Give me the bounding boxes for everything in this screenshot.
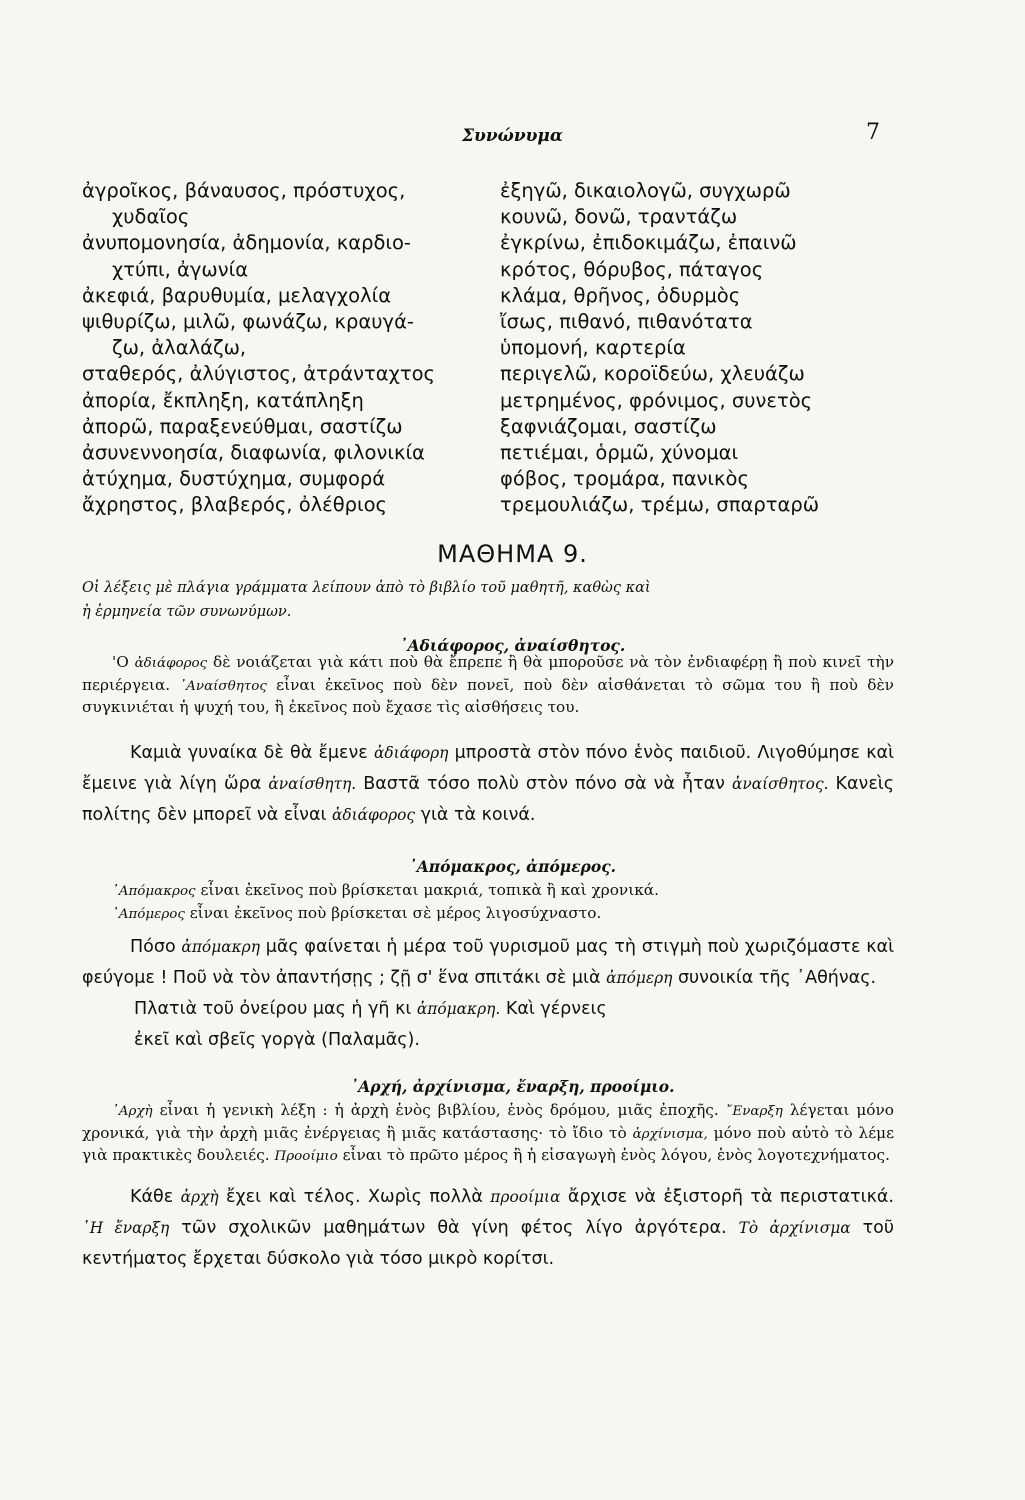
- notice-line-2: ἡ ἑρμηνεία τῶν συνωνύμων.: [82, 604, 292, 620]
- italic-term: ᾿Απόμακρος: [112, 884, 196, 899]
- italic-term: ᾿Αναίσθητος: [179, 678, 267, 694]
- synonym-line: ἀκεφιά, βαρυθυμία, μελαγχολία: [82, 283, 392, 307]
- synonym-line: περιγελῶ, κοροϊδεύω, χλευάζω: [500, 362, 805, 386]
- synonym-line: ὑπομονή, καρτερία: [500, 336, 686, 360]
- definition-paragraph: ᾿Απόμερος εἶναι ἐκεῖνος ποὺ βρίσκεται σὲ μέρος λιγοσύχναστο.: [112, 903, 602, 922]
- italic-term: Προοίμιο: [274, 1149, 338, 1164]
- synonym-line: κρότος, θόρυβος, πάταγος: [500, 257, 764, 281]
- section-examples-2: [82, 932, 894, 1056]
- italic-term: προοίμια: [490, 1188, 561, 1206]
- poem-line: Πλατιὰ τοῦ ὀνείρου μας ἡ γῆ κι ἀπόμακρη. Καὶ γέρνεις: [134, 999, 607, 1019]
- lesson-notice: [82, 576, 892, 624]
- synonym-line: ἀπορῶ, παραξενεύθμαι, σαστίζω: [82, 414, 403, 438]
- synonym-line: ἀνυπομονησία, ἀδημονία, καρδιο-: [82, 231, 411, 255]
- synonym-line: ἐξηγῶ, δικαιολογῶ, συγχωρῶ: [500, 179, 791, 202]
- synonym-line: κουνῶ, δονῶ, τραντάζω: [500, 205, 738, 229]
- synonym-line: μετρημένος, φρόνιμος, συνετὸς: [500, 388, 813, 412]
- italic-term: ῾Η ἔναρξη: [82, 1219, 170, 1237]
- synonym-line: χυδαῖος: [112, 205, 190, 229]
- definition-paragraph: ᾿Αρχὴ εἶναι ἡ γενικὴ λέξη : ἡ ἀρχὴ ἑνὸς βιβλίου, ἑνὸς δρόμου, μιᾶς ἐποχῆς. ῎Εναρξη λέγεται μόνο χρονικά, γιὰ τὴν ἀρχὴ μιᾶς ἐνέργειας ἢ μιᾶς κατάστασης· τὸ ἴδιο τὸ ἀρχίνισμα, μόνο ποὺ αὐτὸ τὸ λέμε γιὰ πρακτικὲς δουλειές. Προοίμιο εἶναι τὸ πρῶτο μέρος ἢ ἡ εἰσαγωγὴ ἑνὸς λόγου, ἑνὸς λογοτεχνήματος.: [82, 1101, 894, 1164]
- italic-term: Τὸ ἀρχίνισμα: [738, 1219, 851, 1237]
- definition-paragraph: 'Ο ἀδιάφορος δὲ νοιάζεται γιὰ κάτι ποὺ θὰ ἔπρεπε ἢ θὰ μποροῦσε νὰ τὸν ἐνδιαφέρῃ ἢ ποὺ κινεῖ τὴν περιέργεια. ᾿Αναίσθητος εἶναι ἐκεῖνος ποὺ δὲν πονεῖ, ποὺ δὲν αἰσθάνεται τὸ σῶμα του ἢ ποὺ δὲν συγκινιέται ἡ ψυχή του, ἢ ἐκεῖνος ποὺ ἔχασε τὶς αἰσθήσεις του.: [82, 653, 894, 716]
- section-definition-3: [82, 1100, 894, 1168]
- synonym-line: κλάμα, θρῆνος, ὀδυρμὸς: [500, 283, 741, 307]
- italic-term: ᾿Απόμερος: [112, 906, 185, 922]
- italic-term: ἀπόμακρη: [181, 938, 260, 956]
- example-paragraph: Κάθε ἀρχὴ ἔχει καὶ τέλος. Χωρὶς πολλὰ προοίμια ἄρχισε νὰ ἐξιστορῆ τὰ περιστατικά. ῾Η ἔναρξη τῶν σχολικῶν μαθημάτων θὰ γίνη φέτος λίγο ἀργότερα. Τὸ ἀρχίνισμα τοῦ κεντήματος ἔρχεται δύσκολο γιὰ τόσο μικρὸ κορίτσι.: [82, 1187, 895, 1269]
- italic-term: ῎Εναρξη: [725, 1104, 783, 1119]
- italic-term: ἀρχὴ: [180, 1188, 219, 1206]
- definition-paragraph: ᾿Απόμακρος εἶναι ἐκεῖνος ποὺ βρίσκεται μακριά, τοπικὰ ἢ καὶ χρονικά.: [112, 881, 659, 899]
- section-definition-2: [82, 880, 894, 925]
- poem-line: ἐκεῖ καὶ σβεῖς γοργὰ (Παλαμᾶς).: [134, 1030, 420, 1050]
- synonym-line: σταθερός, ἀλύγιστος, ἀτράνταχτος: [82, 362, 435, 386]
- page-number: 7: [866, 120, 880, 145]
- section-examples-3: [82, 1182, 894, 1275]
- synonym-line: τρεμουλιάζω, τρέμω, σπαρταρῶ: [500, 493, 820, 517]
- synonym-line: ἴσως, πιθανό, πιθανότατα: [500, 310, 753, 334]
- synonym-line: πετιέμαι, ὁρμῶ, χύνομαι: [500, 441, 739, 465]
- italic-term: ᾿Αρχὴ: [112, 1104, 153, 1119]
- italic-term: ἀδιάφορη: [373, 744, 449, 762]
- section-definition-1: [82, 652, 894, 719]
- italic-term: ἀδιάφορος: [331, 806, 416, 824]
- synonym-line: φόβος, τρομάρα, πανικὸς: [500, 467, 749, 491]
- section-heading-2: ᾿Απόμακρος, ἀπόμερος.: [408, 857, 617, 876]
- example-paragraph: Πόσο ἀπόμακρη μᾶς φαίνεται ἡ μέρα τοῦ γυρισμοῦ μας τὴ στιγμὴ ποὺ χωριζόμαστε καὶ φεύγομε ! Ποῦ νὰ τὸν ἀπαντήσῃς ; ζῇ σ' ἕνα σπιτάκι σὲ μιὰ ἀπόμερη συνοικία τῆς ᾿Αθήνας.: [82, 937, 894, 988]
- synonyms-right-column: [500, 178, 890, 519]
- section-examples-1: [82, 738, 894, 831]
- synonym-line: ζω, ἀλαλάζω,: [112, 336, 247, 360]
- synonym-line: χτύπι, ἀγωνία: [112, 257, 249, 281]
- italic-term: ἀδιάφορος: [134, 656, 208, 671]
- example-paragraph: Καμιὰ γυναίκα δὲ θὰ ἔμενε ἀδιάφορη μπροστὰ στὸν πόνο ἑνὸς παιδιοῦ. Λιγοθύμησε καὶ ἔμεινε γιὰ λίγη ὥρα ἀναίσθητη. Βαστᾶ τόσο πολὺ στὸν πόνο σὰ νὰ ἦταν ἀναίσθητος. Κανεὶς πολίτης δὲν μπορεῖ νὰ εἶναι ἀδιάφορος γιὰ τὰ κοινά.: [82, 743, 894, 825]
- synonym-line: ἀσυνεννοησία, διαφωνία, φιλονικία: [82, 441, 425, 465]
- synonym-line: ξαφνιάζομαι, σαστίζω: [500, 414, 717, 438]
- italic-term: ἀρχίνισμα,: [632, 1126, 708, 1142]
- synonym-line: ἀγροῖκος, βάναυσος, πρόστυχος,: [82, 179, 406, 202]
- italic-term: ἀπόμακρη.: [416, 1000, 501, 1018]
- synonym-line: ψιθυρίζω, μιλῶ, φωνάζω, κραυγά-: [82, 310, 414, 334]
- synonym-line: ἀπορία, ἔκπληξη, κατάπληξη: [82, 388, 364, 412]
- synonym-line: ἄχρηστος, βλαβερός, ὀλέθριος: [82, 493, 387, 517]
- italic-term: ἀναίσθητη.: [268, 775, 357, 793]
- section-heading-3: ᾿Αρχή, ἀρχίνισμα, ἔναρξη, προοίμιο.: [350, 1077, 675, 1096]
- italic-term: ἀναίσθητος.: [732, 775, 829, 793]
- running-header: Συνώνυμα: [462, 126, 563, 146]
- lesson-title: ΜΑΘΗΜΑ 9.: [437, 540, 588, 568]
- section-heading-1: ᾿Αδιάφορος, ἀναίσθητος.: [399, 636, 626, 655]
- synonym-line: ἀτύχημα, δυστύχημα, συμφορά: [82, 467, 386, 491]
- italic-term: ἀπόμερη: [606, 969, 673, 987]
- notice-line-1: Οἱ λέξεις μὲ πλάγια γράμματα λείπουν ἀπὸ τὸ βιβλίο τοῦ μαθητῆ, καθὼς καὶ: [82, 580, 651, 596]
- synonyms-left-column: [82, 178, 482, 519]
- synonym-line: ἐγκρίνω, ἐπιδοκιμάζω, ἐπαινῶ: [500, 231, 797, 255]
